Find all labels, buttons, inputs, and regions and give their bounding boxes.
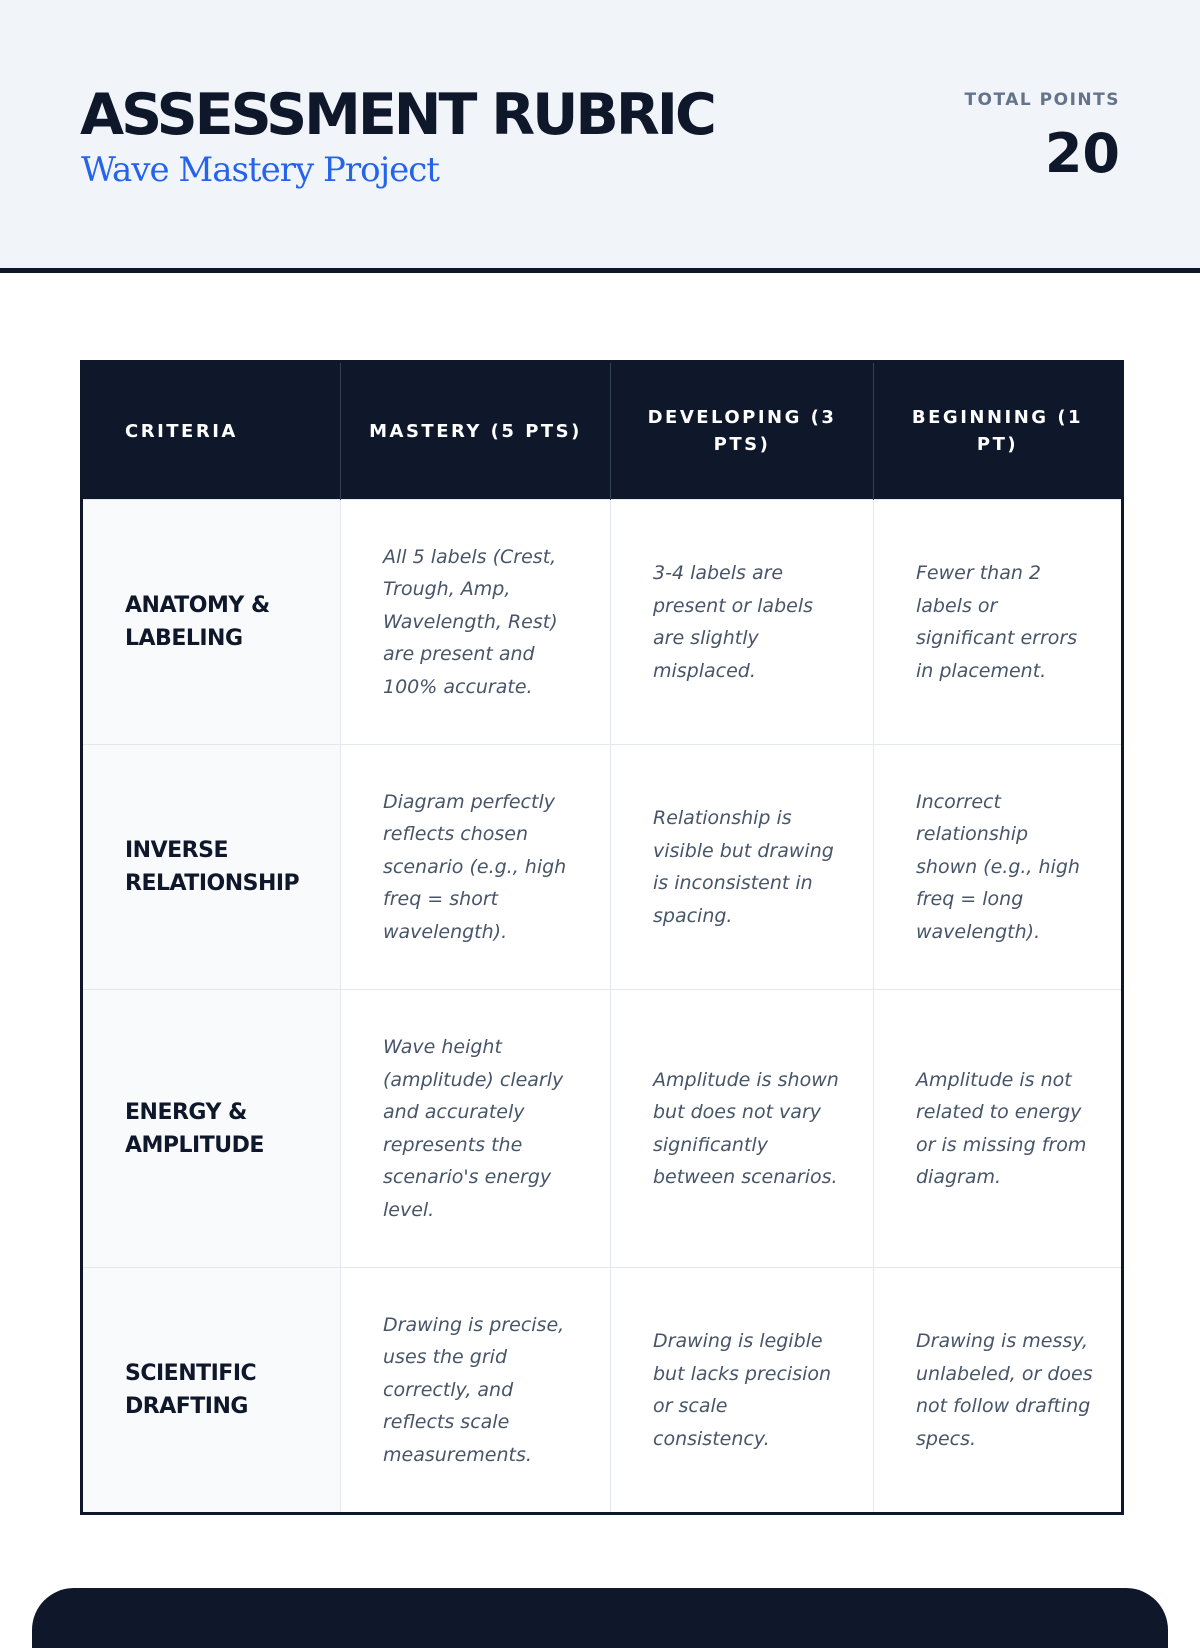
column-header-mastery: MASTERY (5 PTS) <box>341 362 611 500</box>
rubric-header-row <box>82 362 1123 500</box>
page-title: ASSESSMENT RUBRIC <box>80 82 714 148</box>
total-points-label: TOTAL POINTS <box>964 90 1120 110</box>
footer-bar <box>32 1588 1168 1648</box>
criterion-cell: SCIENTIFIC DRAFTING <box>82 1268 341 1514</box>
column-header-beginning: BEGINNING (1 PT) <box>874 362 1123 500</box>
mastery-cell: Diagram perfectly reflects chosen scenario (e.g., high freq = short wavelength). <box>341 745 611 990</box>
criterion-cell: ANATOMY & LABELING <box>82 500 341 745</box>
criterion-cell: ENERGY & AMPLITUDE <box>82 990 341 1268</box>
table-row <box>82 990 1123 1268</box>
beginning-cell: Amplitude is not related to energy or is missing from diagram. <box>874 990 1123 1268</box>
developing-cell: 3-4 labels are present or labels are slightly misplaced. <box>611 500 874 745</box>
total-points-box <box>964 90 1120 186</box>
mastery-cell: Wave height (amplitude) clearly and accurately represents the scenario's energy level. <box>341 990 611 1268</box>
column-header-criteria: CRITERIA <box>82 362 341 500</box>
table-row <box>82 745 1123 990</box>
page-subtitle: Wave Mastery Project <box>81 150 439 190</box>
mastery-cell: Drawing is precise, uses the grid correctly, and reflects scale measurements. <box>341 1268 611 1514</box>
rubric-table <box>80 360 1124 1515</box>
beginning-cell: Incorrect relationship shown (e.g., high freq = long wavelength). <box>874 745 1123 990</box>
beginning-cell: Fewer than 2 labels or significant errors in placement. <box>874 500 1123 745</box>
developing-cell: Drawing is legible but lacks precision or scale consistency. <box>611 1268 874 1514</box>
page-header <box>0 0 1200 273</box>
table-row <box>82 1268 1123 1514</box>
column-header-developing: DEVELOPING (3 PTS) <box>611 362 874 500</box>
mastery-cell: All 5 labels (Crest, Trough, Amp, Wavelength, Rest) are present and 100% accurate. <box>341 500 611 745</box>
beginning-cell: Drawing is messy, unlabeled, or does not follow drafting specs. <box>874 1268 1123 1514</box>
table-row <box>82 500 1123 745</box>
total-points-value: 20 <box>1044 122 1120 185</box>
developing-cell: Amplitude is shown but does not vary significantly between scenarios. <box>611 990 874 1268</box>
criterion-cell: INVERSE RELATIONSHIP <box>82 745 341 990</box>
developing-cell: Relationship is visible but drawing is inconsistent in spacing. <box>611 745 874 990</box>
